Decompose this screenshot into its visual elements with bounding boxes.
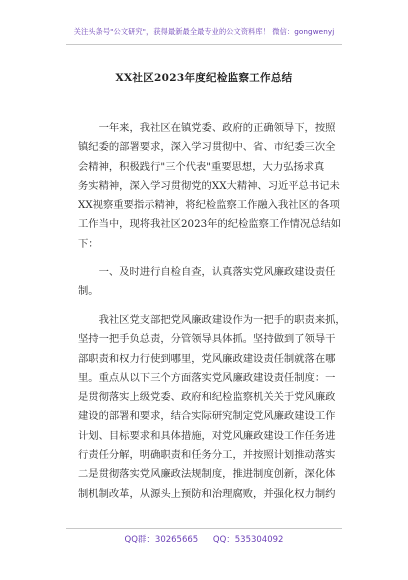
paragraph-line: 里。重点从以下三个方面落实党风廉政建设责任制度：一 [78, 371, 336, 384]
paragraph-line: 建设的部署和要求，结合实际研究制定党风廉政建设工作 [78, 410, 336, 423]
footer-divider [66, 528, 342, 529]
paragraph-line: 会精神，积极践行"三个代表"重要思想，大力弘扬求真 [78, 160, 325, 173]
paragraph-line: 坚持一把手负总责，分管领导具体抓。坚持做到了领导干 [78, 333, 336, 346]
header-divider [66, 44, 342, 45]
document-title: XX社区2023年度纪检监察工作总结 [115, 72, 293, 84]
paragraph-line: 制。 [78, 285, 99, 298]
paragraph-line: 工作当中，现将我社区2023年的纪检监察工作情况总结如 [78, 218, 342, 231]
section-heading-1 [78, 263, 336, 302]
footer-qq-group: QQ群：30265665 [124, 535, 199, 545]
paragraph-intro [78, 119, 342, 254]
paragraph-line: 我社区党支部把党风廉政建设作为一把手的职责来抓， [78, 314, 346, 326]
paragraph-line: 一、及时进行自检自查，认真落实党风廉政建设责任 [78, 266, 336, 278]
paragraph-line: 一年来，我社区在镇党委、政府的正确领导下，按照 [78, 122, 336, 134]
paragraph-line: 行责任分解，明确职责和任务分工，并按照计划推动落实 [78, 449, 336, 462]
footer-qq-number: QQ：535304092 [212, 535, 284, 545]
paragraph-line: 制机制改革，从源头上预防和治理腐败，并强化权力制约 [78, 487, 336, 500]
paragraph-line: 镇纪委的部署要求，深入学习贯彻中、省、市纪委三次全 [78, 141, 336, 154]
paragraph-line: 计划、目标要求和具体措施，对党风廉政建设工作任务进 [78, 429, 336, 442]
header-promo-text: 关注头条号"公文研究"，获得最新最全最专业的公文资料库！ 微信：gongwenyj [73, 27, 335, 36]
paragraph-line: 部职责和权力行使到哪里，党风廉政建设责任制就落在哪 [78, 352, 336, 365]
paragraph-line: 务实精神，深入学习贯彻党的XX大精神、习近平总书记未 [78, 179, 340, 192]
paragraph-line: XX视察重要指示精神，将纪检监察工作融入我社区的各项 [78, 199, 340, 212]
footer-contact [0, 533, 408, 545]
paragraph-line: 二是贯彻落实党风廉政法规制度，推进制度创新，深化体 [78, 468, 336, 481]
paragraph-line: 是贯彻落实上级党委、政府和纪检监察机关关于党风廉政 [78, 391, 336, 404]
paragraph-responsibility [78, 311, 346, 504]
paragraph-line: 下： [78, 237, 99, 250]
